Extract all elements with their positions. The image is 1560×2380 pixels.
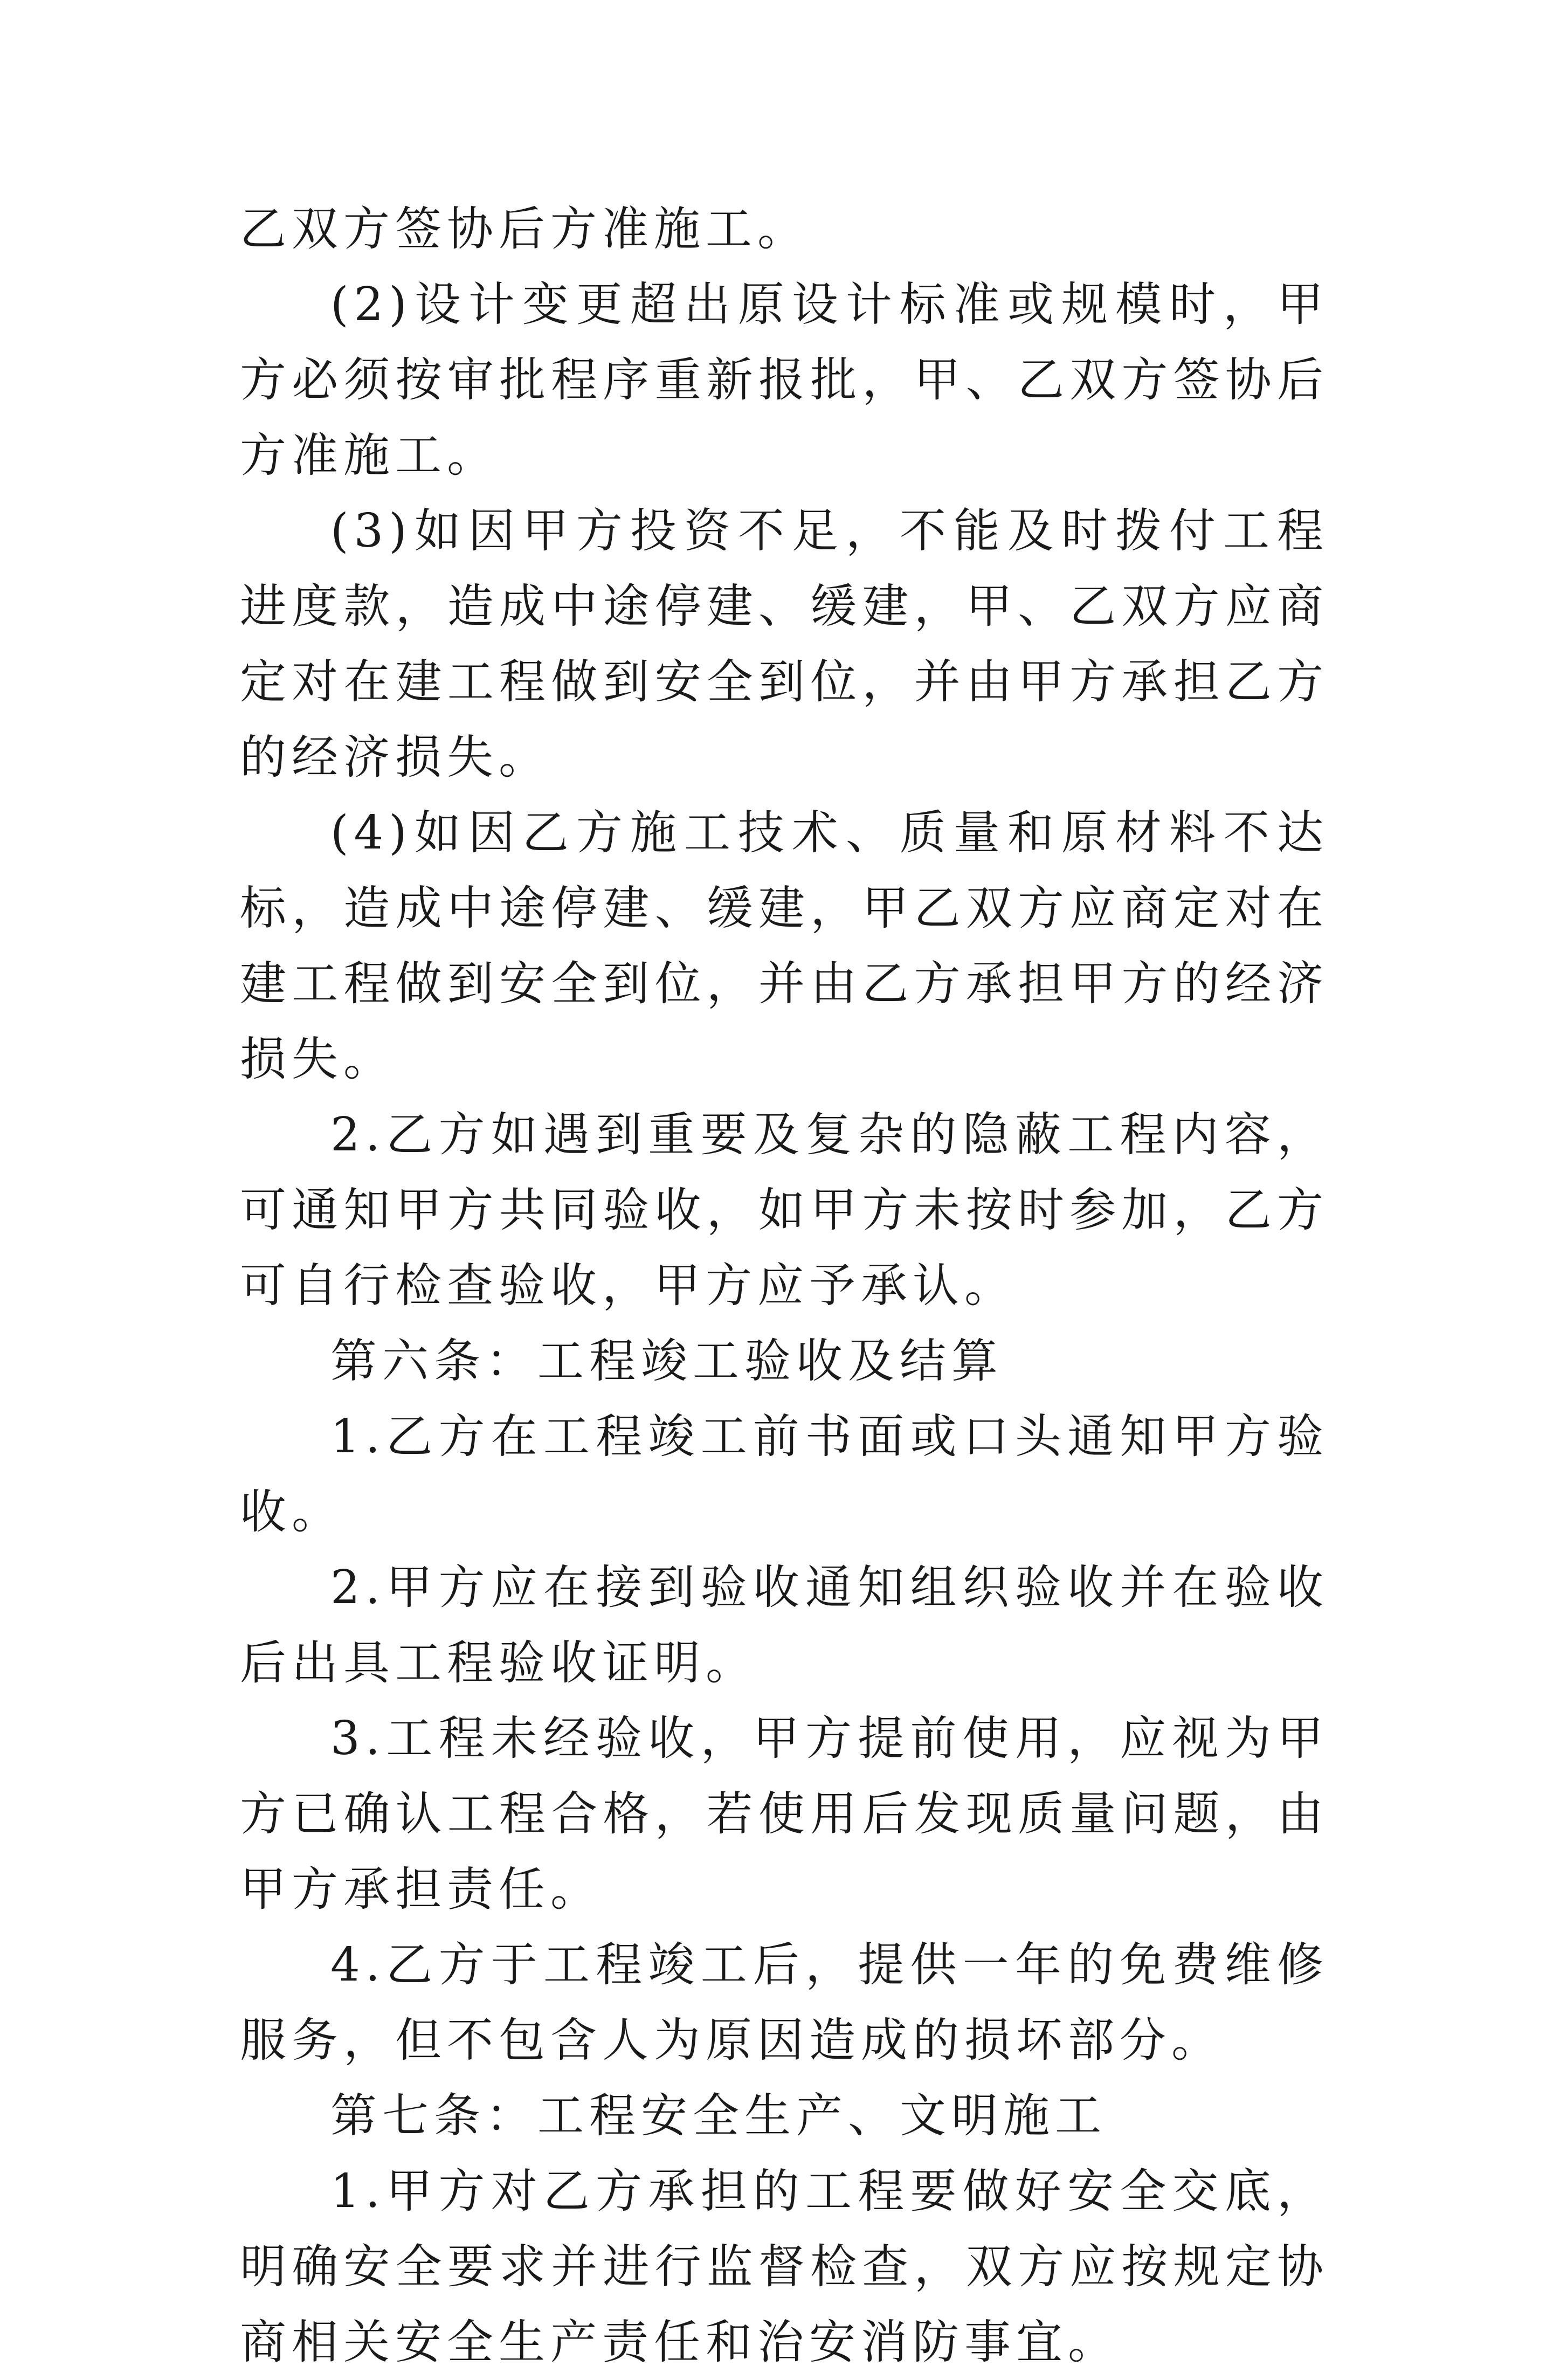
paragraph-article-6-item-3: 3.工程未经验收，甲方提前使用，应视为甲方已确认工程合格，若使用后发现质量问题，由甲方承担责任。 — [240, 1712, 1329, 1916]
paragraph-article-6-item-1: 1.乙方在工程竣工前书面或口头通知甲方验收。 — [240, 1410, 1329, 1539]
paragraph-article-7-item-1: 1.甲方对乙方承担的工程要做好安全交底，明确安全要求并进行监督检查，双方应按规定协商相关安全生产责任和治安消防事宜。 — [240, 2164, 1329, 2369]
paragraph-clause-2: (2)设计变更超出原设计标准或规模时，甲方必须按审批程序重新报批，甲、乙双方签协后方准施工。 — [240, 278, 1329, 482]
article-6-heading: 第六条：工程竣工验收及结算 — [330, 1334, 1003, 1388]
article-7-heading: 第七条：工程安全生产、文明施工 — [330, 2089, 1107, 2143]
paragraph-continuation: 乙双方签协后方准施工。 — [240, 202, 809, 256]
paragraph-article-6-item-4: 4.乙方于工程竣工后，提供一年的免费维修服务，但不包含人为原因造成的损坏部分。 — [240, 1938, 1329, 2067]
paragraph-hidden-works: 2.乙方如遇到重要及复杂的隐蔽工程内容，可通知甲方共同验收，如甲方未按时参加，乙方可自行检查验收，甲方应予承认。 — [240, 1108, 1329, 1313]
paragraph-clause-3: (3)如因甲方投资不足，不能及时拨付工程进度款，造成中途停建、缓建，甲、乙双方应商定对在建工程做到安全到位，并由甲方承担乙方的经济损失。 — [240, 504, 1329, 784]
document-body — [240, 191, 1329, 2380]
paragraph-clause-4: (4)如因乙方施工技术、质量和原材料不达标，造成中途停建、缓建，甲乙双方应商定对在建工程做到安全到位，并由乙方承担甲方的经济损失。 — [240, 806, 1329, 1086]
paragraph-article-6-item-2: 2.甲方应在接到验收通知组织验收并在验收后出具工程验收证明。 — [240, 1561, 1329, 1690]
